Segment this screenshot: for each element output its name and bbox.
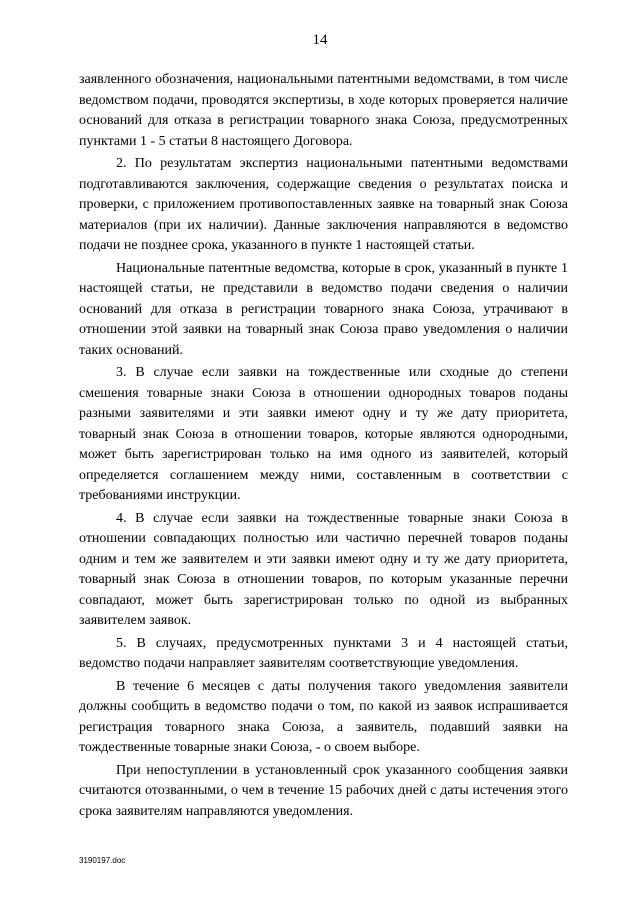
paragraph-six-months: В течение 6 месяцев с даты получения такого уведомления заявители должны сообщить в ведомство подачи о том, по какой из заявок испрашивается регистрация товарного знака Союза, а заявитель, подавший заявки на тождественные товарные знаки Союза, - о своем выборе. [79,678,568,755]
document-filename: 3190197.doc [79,856,126,865]
paragraph-3: 3. В случае если заявки на тождественные или сходные до степени смешения товарные знаки Союза в отношении однородных товаров поданы разными заявителями и эти заявки имеют одну и ту же дату приоритета, товарный знак Союза в отношении товаров, которые являются однородными, может быть зарегистрирован только на имя одного из заявителей, который определяется соглашением между ними, составленным в соответствии с требованиями инструкции. [79,365,568,503]
document-body [79,70,568,824]
paragraph-2: 2. По результатам экспертиз национальными патентными ведомствами подготавливаются заключения, содержащие сведения о результатах поиска и проверки, с приложением противопоставленных заявке на товарный знак Союза материалов (при их наличии). Данные заключения направляются в ведомство подачи не позднее срока, указанного в пункте 1 настоящей статьи. [79,156,568,253]
paragraph-4: 4. В случае если заявки на тождественные товарные знаки Союза в отношении совпадающих полностью или частично перечней товаров поданы одним и тем же заявителем и эти заявки имеют одну и ту же дату приоритета, товарный знак Союза в отношении товаров, по которым указанные перечни совпадают, может быть зарегистрирован только по одной из выбранных заявителем заявок. [79,510,568,628]
paragraph-5: 5. В случаях, предусмотренных пунктами 3 и 4 настоящей статьи, ведомство подачи направляет заявителям соответствующие уведомления. [79,635,568,671]
paragraph-withdrawal: При непоступлении в установленный срок указанного сообщения заявки считаются отозванными, о чем в течение 15 рабочих дней с даты истечения этого срока заявителям направляются уведомления. [79,762,568,819]
paragraph-national-offices: Национальные патентные ведомства, которые в срок, указанный в пункте 1 настоящей статьи, не представили в ведомство подачи сведения о наличии оснований для отказа в регистрации товарного знака Союза, утрачивают в отношении этой заявки на товарный знак Союза право уведомления о наличии таких оснований. [79,260,568,358]
paragraph-continuation: заявленного обозначения, национальными патентными ведомствами, в том числе ведомством подачи, проводятся экспертизы, в ходе которых проверяется наличие оснований для отказа в регистрации товарного знака Союза, предусмотренных пунктами 1 - 5 статьи 8 настоящего Договора. [79,72,568,149]
page-number: 14 [312,32,328,48]
